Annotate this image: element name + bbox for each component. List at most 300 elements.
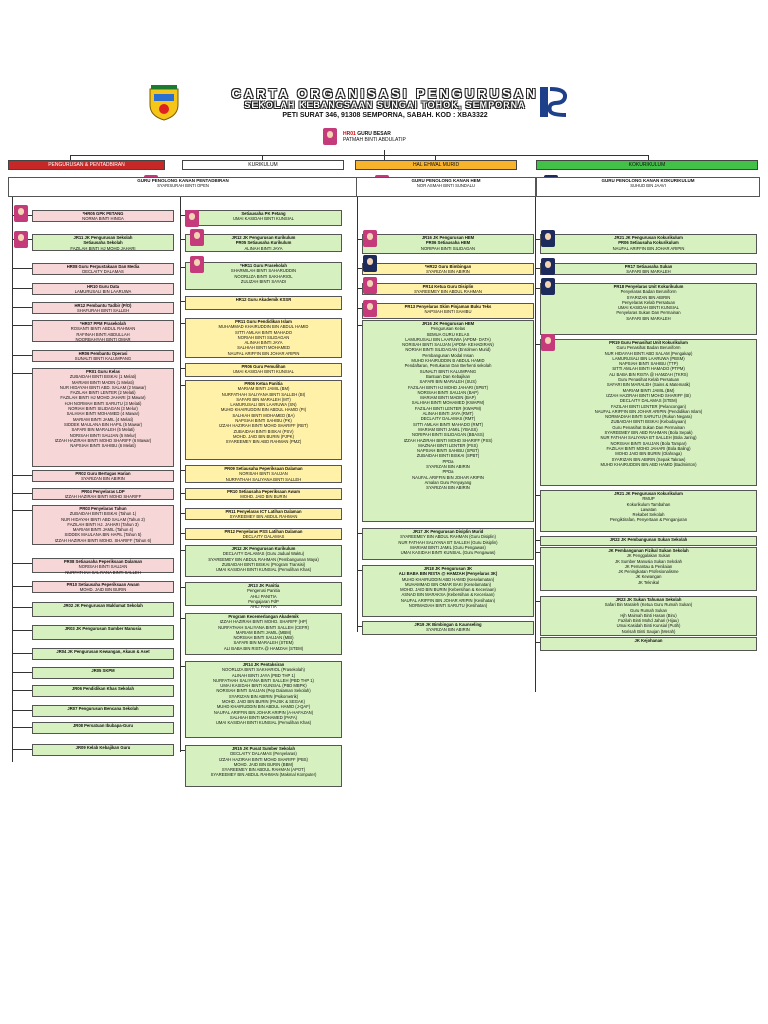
col3-box-line: NUR FATHAH SALIYANA BT SALLEH (Guru Disiplin): [398, 539, 498, 545]
col4-box-line: Kokurikulum Tambahan: [626, 501, 671, 507]
col4-box-line: IZZAH HAZIRAH BINTI MOHD SHARIFF (BI): [606, 392, 691, 398]
col1-box-line: NURFATHAH SALIYANA BINTI SALLEH: [65, 569, 141, 575]
col2-box-line: MOHD. JAID BIN BURIN: [240, 494, 287, 500]
col2-box-line: SYAREEMEY BIN ABD RAHMAN (PMZ): [225, 439, 302, 445]
col2-box-line: IZZAH HAZIRAH BINTI MOHD SHARIFF (PBS): [219, 756, 308, 762]
col3-box-title: JR16 JK Pengurusan HEM: [421, 235, 475, 240]
bar-kokurikulum: KOKURIKULUM: [536, 160, 758, 170]
col4-box-line: SAFARI BIN MARALEH: [626, 269, 671, 275]
col1-box-15: [32, 648, 174, 660]
col4-box-line: DECLAITY DALAMAS (STEM): [619, 398, 678, 404]
col3-box-title: JR16 JK Pengurusan HEM: [421, 321, 475, 326]
col2-box-line: IZZAH HAZIRAH BINTI MOHD. SHARIFF (HP): [219, 619, 308, 625]
col1-box-6: [32, 350, 174, 362]
col3-box-line: PPDa: [442, 458, 454, 464]
col3-box-line: NORMADIAH BINTI SARUTU (Kesihatan): [408, 603, 488, 609]
col4-box-line: NAPSIAH BINTI SAHIBU (TTP): [619, 361, 678, 367]
col2-box-line: SHARMILAH BINTI SAHARUDDIN: [230, 268, 297, 274]
col1-box-title: PR04 Penyelaras LDP: [81, 489, 125, 494]
col3-box-line: NAPSIAH BINTI SAHIBU (SPBT): [417, 448, 479, 454]
col2-box-line: NURFATHAH SALIYANA BINTI SALLEH (PBD THP 1): [213, 677, 314, 683]
col2-box-title: PR10 Setiausaha Peperiksaan Awam: [227, 489, 300, 494]
col2-box-line: AHLI PANITIA: [250, 604, 277, 610]
col2-box-line: NAUFAL ARIFFIN BIN JOHAR ARIPIN (A-HAFAZAN): [213, 709, 314, 715]
col1-box-line: ROSANTI BINTI ABDUL RAHMAN: [70, 326, 136, 332]
col1-box-7: [32, 368, 174, 467]
col3-box-line: NORISAH BINTI SAUJAN (APDM- KEHADIRAN): [402, 342, 494, 348]
col2-box-line: SITTI AMLAH BINTI MAHADO: [234, 329, 292, 335]
col2-box-5: [185, 363, 342, 377]
col4-box-line: ALI BABA BIN RISTA @ HAMZAH (TKRS): [609, 371, 688, 377]
col2-box-line: DECLAITY DALAMAS: [242, 534, 285, 540]
col2-box-6: [185, 380, 342, 460]
col1-box-8: [32, 470, 174, 482]
col1-box-line: IZZAH HAZIRAH BINTI MOHD SHARIFF: [64, 494, 142, 500]
col4-box-8: [540, 637, 757, 651]
col1-box-line: NOORBAHYAH BINTI OMAR: [75, 336, 131, 342]
pk-pentadbiran-title: GURU PENOLONG KANAN PENTADBIRAN: [137, 178, 229, 183]
col2-box-line: DECLAITY DALAMAS (Guru Jadual Waktu): [222, 551, 305, 557]
col2-box-line: NORIAH BINTI SILIDAGAN: [237, 334, 290, 340]
col4-box-line: SITTI AMLAH BINTI HAMADO (PTPM): [612, 366, 685, 372]
pk-pentadbiran-name: SYARISURAH BINTI OPEN: [157, 183, 209, 189]
col3-box-line: NORIAH BINTI SILIDAGAN (Enrolmen Murid): [405, 347, 491, 353]
col1-box-line: RAFINAH BINTI ABDULLAH: [76, 331, 130, 337]
col3-box-line: MUHD KHAIRUDDIN B ABDUL HAMID: [411, 358, 485, 364]
col1-box-16: [32, 667, 174, 679]
col3-box-line: PPDa: [442, 469, 454, 475]
col3-box-line: SALHIAH BINTI MOHAMED (KWAPM): [411, 400, 485, 406]
col2-box-line: SALHIAH BINTI MOHAMED (BA): [232, 412, 295, 418]
col2-box-line: SAFARI BIN MARALEH (MT): [236, 396, 291, 402]
col4-box-line: JK Kewangan: [635, 574, 662, 580]
col2-box-line: NURFATHAH SALIYANA BINTI SALLEH (BI): [221, 391, 306, 397]
col1-box-title: JR02 JK Pengurusan Maklumat Sekolah: [63, 603, 143, 608]
col1-box-title: HR10 Guru Data: [86, 284, 120, 289]
col4-box-line: Pengiktirafan, Penyertaan & Penganjuran: [609, 517, 688, 523]
col3-box-title: PR14 Ketua Guru Disiplin: [422, 284, 474, 289]
col2-box-line: ZUBAIDAH BINTI BISKAI (PSV): [233, 428, 294, 434]
col4-box-line: NUR FATHAH SALIYANA BT SALLEH (Bola Jaring): [600, 435, 697, 441]
school-address: PETI SURAT 346, 91308 SEMPORNA, SABAH. KOD : XBA3322: [282, 112, 488, 119]
col4-box-title: PR18 Penyelaras Unit Kokurikulum: [613, 284, 684, 289]
col2-box-title: PR11 Penyelaras ICT Latihan Dalaman: [225, 509, 302, 514]
col4-box-line: MUHD KHAIRUDDIN BIN ABD HAMID (Badminton): [600, 461, 697, 467]
col3-box-line: NORISAH BINTI SAUJAN (BAP): [417, 389, 479, 395]
col2-box-line: MARIAM BINTI JAMIL (MBM): [235, 629, 292, 635]
col1-box-title: JR08 Persatuan Ibubapa-Guru: [72, 723, 134, 728]
staff-photo: [190, 229, 204, 246]
col2-box-line: NORISAH BINTI SAUJAN (MBI): [233, 635, 294, 641]
pk-hem-box: [356, 177, 536, 197]
col1-box-line: SIDDEK MAULANA BIN HAPIL (Tahun 5): [64, 532, 142, 538]
col3-box-3: [362, 303, 534, 319]
col1-box-line: DECLAITY DALAMAS: [82, 269, 124, 275]
col4-box-7: [540, 596, 757, 636]
col3-box-line: SEMUA GURU KELAS: [426, 331, 470, 337]
col2-box-line: UMAI KASIDAH BINTI KUNSIAL: [233, 369, 294, 375]
pk-hem-title: GURU PENOLONG KANAN HEM: [411, 178, 481, 183]
page-title: CARTA ORGANISASI PENGURUSAN: [231, 86, 539, 101]
col4-box-title: PR19 Guru Penasihat Unit Kokurikulum: [609, 340, 688, 345]
col1-box-line: FAZILAH BINTI HJ MOHD JAHARI (3 Mawar): [60, 395, 146, 401]
col2-box-line: NAPSIAH BINTI SAHIBU (PK): [235, 418, 292, 424]
col2-box-title: *HR11 Guru Prasekolah: [240, 263, 287, 268]
col4-box-line: Lawatan: [640, 506, 657, 512]
staff-photo: [363, 300, 377, 317]
col4-box-line: SYARIZAN BIN ABIRIN (Sepak Takraw): [611, 456, 686, 462]
col1-box-line: MARIAM BINTI JAMIL (4 Melati): [72, 416, 134, 422]
col3-box-title: *HR22 Guru Bimbingan: [424, 264, 472, 269]
guru-besar-code: HR01: [343, 131, 356, 137]
guru-besar-name: PATMAH BINTI ABDULATIP: [343, 137, 406, 143]
col1-box-5: [32, 320, 174, 342]
col2-box-line: SYARIZAN BIN ABIRIN (Psikometrik): [228, 693, 299, 699]
col4-box-line: Guru Penasihat Kelab Persatuan: [617, 377, 680, 383]
col4-box-title: JK Kejohanan: [634, 638, 663, 643]
col2-box-line: SYAREEMEY BIN ABDUL RAHMAN (Pembangunan Maya): [208, 556, 319, 562]
col1-box-line: MARIAM BINTI MADIN (1 Melati): [72, 379, 134, 385]
col2-box-title: PR09 Setiausaha Peperiksaan Dalaman: [224, 466, 303, 471]
col1-box-line: NORISAH BINTI SAUJAN (5 Melur): [69, 432, 137, 438]
col1-box-title: JR11 JK Pengurusan Sekolah: [73, 235, 133, 240]
col1-box-title: PR10 Setiausaha Peperiksaan Awam: [66, 582, 140, 587]
col1-box-11: [32, 558, 174, 573]
col1-box-subtitle: Setiausaha Sekolah: [83, 240, 123, 246]
col3-box-line: FAZILAH BINTI HJ MOHD JAHARI (SPBT): [407, 384, 489, 390]
col4-box-line: LAMURUSALI BIN LAARUWA (PBSM): [612, 355, 685, 361]
col1-box-line: NUR HIDAYAH BINTI ABD. SALAM (2 Mawar): [59, 384, 147, 390]
col1-box-title: *HR05 GPK PETANG: [82, 211, 124, 216]
col4-box-title: JR23 JK Sukan Tahunan Sekolah: [615, 597, 682, 602]
col4-box-line: Guru Penasihat Badan Beruniform: [616, 345, 681, 351]
pk-koku-box: [536, 177, 760, 197]
col1-box-line: MOHD. JAID BIN BURIN: [79, 587, 127, 593]
col1-box-line: FAZILAH BINTI HJ MOHD JAHARI: [70, 245, 136, 251]
col2-box-title: JR14 JK Pentaksiran: [242, 662, 285, 667]
col3-box-line: SAFARI BIN MARALEH (SUS): [419, 379, 477, 385]
col4-box-title: JR21 JK Pengurusan Kokurikulum: [614, 491, 683, 496]
col1-box-2: [32, 263, 174, 275]
col4-box-1: [540, 263, 757, 275]
col4-box-line: Norisah Binti Saujan (Merah): [621, 628, 676, 634]
col2-box-13: [185, 613, 342, 655]
col4-box-line: Guru Rumah Sukan: [629, 607, 667, 613]
col2-box-line: SYAREEMEY BIN ABDUL RAHMAN (APOT): [221, 767, 306, 773]
col3-box-title: JR18 JK Pengurusan 3K: [423, 566, 473, 571]
col2-box-title: Setiausaha PK Petang: [241, 211, 286, 216]
col2-box-line: NORISAH BINTI SAUJAN (Pep Dalaman Sekolah): [216, 688, 311, 694]
col1-box-line: FAZILAH BINTI LENTER (2 Melati): [70, 390, 136, 396]
col3-box-line: SITTI AMLAH BINTI MAHADO (RMT): [412, 421, 484, 427]
col2-box-line: NORISAH BINTI SAUJAN: [239, 471, 288, 477]
col1-box-line: FAZILAH BINTI HJ. JAHARI (Tahun 3): [67, 521, 139, 527]
col2-box-line: ZUBAIDAH BINTI BISKAI (Program Transisi): [221, 561, 306, 567]
col2-box-line: UMAI KASIDAH BINTI KUNSIAL (PBD MBPK): [220, 683, 307, 689]
col2-box-title: PR12 Penyelaras PSS Latihan Dalaman: [224, 529, 303, 534]
col4-box-line: NUR HIDAYAH BINTI ABD SALAM (Pengakap): [604, 350, 693, 356]
col2-box-line: MARIAM BINTI JAMIL (BM): [237, 386, 290, 392]
col3-box-line: NAUFAL ARIFFIN BIN JOHAR ARIPIN: [412, 474, 484, 480]
col2-box-10: [185, 528, 342, 540]
col3-box-line: ASNAD BIN MARAKSA (Kebersihan & Keceriaan): [401, 592, 495, 598]
col2-box-12: [185, 582, 342, 610]
col4-box-line: JK Teknikal: [637, 579, 660, 585]
staff-photo: [14, 231, 28, 248]
col1-box-4: [32, 302, 174, 314]
col4-box-line: Guru Penasihat Sukan Dan Permainan: [612, 424, 685, 430]
col1-box-title: JR09 Kelab Kebajikan Guru: [75, 745, 131, 750]
pk-koku-title: GURU PENOLONG KANAN KOKURIKULUM: [601, 178, 695, 183]
col4-box-line: JK Peningkatan Profesionalisme: [618, 569, 679, 575]
col2-box-line: SALHIAH BINTI MOHAMED (PAFA): [229, 714, 298, 720]
col1-box-line: SHAFURAH BINTI SALLEH: [76, 308, 130, 314]
col3-box-5: [362, 528, 534, 560]
col4-box-line: NORMADIAH BINTI SARUTU (Rukun Negara): [605, 414, 692, 420]
col3-box-title: JR19 JK Bimbingan & Kaunseling: [414, 622, 482, 627]
col3-box-line: SYAREEMEY BIN ABDUL RAHMAN (Guru Disiplin): [400, 534, 496, 540]
col1-box-line: SYARIZAN BIN ABIRIN: [81, 476, 125, 482]
col1-box-title: HR08 Guru Perpustakaan Dan Media: [66, 264, 140, 269]
ministry-logo: [538, 85, 568, 119]
col3-box-line: MUHD KHAIRUDDIN ABD HAMID (Keselamatan): [401, 576, 495, 582]
staff-photo: [541, 230, 555, 247]
col4-box-title: JR21 JK Pengurusan Kokurikulum: [614, 235, 683, 240]
col3-box-7: [362, 621, 534, 635]
guru-besar-box: [343, 131, 406, 143]
col3-box-line: UMAI KASIDAH BINTI KUNSIAL (Guru Pengawas): [400, 550, 496, 556]
col2-box-subtitle: PR05 Setiausaha Kurikulum: [235, 240, 292, 246]
col1-box-14: [32, 625, 174, 640]
col1-box-17: [32, 685, 174, 697]
col2-box-1: [185, 234, 342, 252]
col2-box-line: MOHD. JAID BIN BURIN (PJPK): [233, 433, 294, 439]
pk-hem-name: NOR ASMAH BINTI SUNDALU: [416, 183, 476, 189]
col1-box-title: JR03 JK Pengurusan Sumber Manusia: [64, 626, 142, 631]
staff-photo: [190, 256, 204, 273]
col3-box-line: DECLAITY DALAMAS (RMT): [420, 416, 476, 422]
staff-photo: [541, 258, 555, 275]
col4-box-line: SYAREEMEY BIN ABD RAHMAN (Bola Sepak): [604, 430, 693, 436]
col1-box-line: ZUBAIDAH BINTI BISKAI (1 Melati): [69, 374, 137, 380]
col3-box-line: Amalan Guru Penyayang: [424, 479, 472, 485]
col1-box-line: HJH NORMAH BINTI SARUTU (3 Melati): [64, 400, 142, 406]
col3-box-line: SYARIZAN BIN ABIRIN: [426, 464, 470, 470]
col4-box-line: Hjh Maimah Binti Hasan (Biru): [620, 612, 677, 618]
col2-box-line: UMAI KASIDAH BINTI KUNSIAL: [233, 216, 294, 222]
guru-besar-photo: [323, 128, 337, 145]
col2-box-title: JR12 JK Pengurusan Kurikulum: [231, 546, 296, 551]
col1-box-title: JR07 Pengurusan Bencana Sekolah: [67, 706, 139, 711]
col3-box-line: NAUFAL ARIFFIN BIN JOHAR ARIPIN (Kesihatan): [400, 597, 496, 603]
col1-box-line: IZZAH HAZIRAH BINTI MOHD. SHARIFF (Tahun 6): [54, 537, 152, 543]
col2-box-title: JR12 JK Pengurusan Kurikulum: [231, 235, 296, 240]
col2-box-line: SAFARI BIN MARALEH (STEM): [233, 640, 294, 646]
col1-box-title: PR02 Guru Bertugas Harian: [75, 471, 131, 476]
col4-box-line: FAZILAH BINTI MOHD JAHARI (Bola Baling): [606, 445, 691, 451]
staff-photo: [185, 210, 199, 227]
col2-box-line: Pengerusi Panitia: [247, 588, 280, 594]
col4-box-title: PR17 Setiausaha Sukan: [624, 264, 673, 269]
staff-photo: [363, 255, 377, 272]
col1-box-line: SIDDEK MAULANA BIN HAPIL (5 Mawar): [63, 421, 143, 427]
col2-box-line: AHLI PANITIA: [250, 593, 277, 599]
col1-box-line: SALHIAH BINTI MOHAMED (4 Mawar): [66, 411, 140, 417]
col4-box-line: NAUFAL ARIFFIN BIN JOHAR ARIPIN (Pendidikan Islam): [594, 408, 703, 414]
col1-box-19: [32, 722, 174, 734]
col4-box-line: Umai Kasidah Binti Kunsial (Putih): [616, 623, 681, 629]
col1-box-line: SAFARI BIN MARALEH (5 Melati): [71, 427, 135, 433]
col1-box-line: LAMURUSALI BIN LAARUWA: [74, 289, 132, 295]
col4-box-line: NORISAH BINTI SAUJAN (Bola Tampar): [610, 440, 687, 446]
col4-box-5: [540, 536, 757, 546]
col2-box-line: NURFATHAH SALIYANA BINTI SALLEH: [225, 476, 302, 482]
col4-box-line: NAUFAL ARIFFIN BIN JOHAR ARIPIN: [612, 245, 685, 251]
col3-box-line: Pengurusan Kelas: [430, 326, 466, 332]
col2-box-title: PR06 Ketua Panitia: [244, 381, 283, 386]
school-name: SEKOLAH KEBANGSAAN SUNGAI TOHOK, SEMPORNA: [244, 100, 526, 110]
col4-box-line: RMUP: [642, 496, 655, 502]
col1-box-line: IZZAH HAZIRAH BINTI MOHD SHARIFF (6 Mawar): [54, 437, 152, 443]
col3-box-4: [362, 320, 534, 522]
col4-box-line: SAFARI BIN MARALEH (Sains & Matematik): [606, 382, 691, 388]
col4-box-line: SAFARI BIN MARALEH: [626, 315, 671, 321]
col3-box-line: SYAREEMEY BIN ABDUL RAHMAN: [414, 289, 482, 295]
col2-box-15: [185, 745, 342, 787]
col2-box-14: [185, 661, 342, 738]
col1-box-line: NORISAH BINTI SAUJAN: [78, 564, 128, 570]
col2-box-line: MUHD KHAIRUDDIN BIN ABDUL HAMID (PI): [220, 407, 307, 413]
col2-box-line: ALINAH BINTI JAYA (PBD THP 1): [231, 672, 296, 678]
col2-box-line: NURFATHAH SALIYANA BINTI SALLEH (CEFR): [218, 624, 309, 630]
col3-box-line: Pendaftaran, Pertukaran Dan Berhenti sekolah: [404, 363, 492, 369]
col2-box-2: [185, 262, 342, 290]
col3-box-line: Bantuan Dan Kebajikan: [425, 373, 470, 379]
col2-box-line: Pengajaran PdP: [248, 598, 279, 604]
col1-box-line: NORMA BINTI HINGA: [82, 216, 124, 222]
col2-box-title: JR13 JK Panitia: [247, 583, 280, 588]
col4-box-subtitle: PR06 Setiausaha Kokurikulum: [618, 240, 679, 246]
col1-box-13: [32, 602, 174, 617]
col2-box-title: JR15 JK Pusat Sumber Sekolah: [231, 746, 296, 751]
col1-box-line: MARIAM BINTI JAMIL (Tahun 4): [72, 527, 134, 533]
col3-box-line: SYARIZAN BIN ABIRIN: [426, 627, 470, 633]
bar-hem: HAL EHWAL MURID: [355, 160, 517, 170]
bar-pengurusan: PENGURUSAN & PENTADBIRAN: [8, 160, 165, 170]
col3-box-1: [362, 263, 534, 275]
col2-box-title: PR11 Guru Pendidikan Islam: [235, 319, 292, 324]
col3-box-line: ZUBAIDAH BINTI BISKAI (SPBT): [416, 453, 480, 459]
col2-box-line: NOORLIZA BINTI SAKHARIOL: [234, 273, 293, 279]
col1-box-title: PR01 Guru Kelas: [86, 369, 120, 374]
col2-box-line: NAUFAL ARIFFIN BIN JOHAR ARIPIN: [227, 350, 300, 356]
col1-box-0: [32, 210, 174, 222]
col3-box-subtitle: PR06 Setiausaha HEM: [425, 240, 471, 246]
col3-box-line: NORIPAH BINTI SILIDAGAN (BBASS): [411, 432, 485, 438]
col4-box-line: MARIAM BINTI JAMIL (BM): [622, 387, 675, 393]
col2-box-line: ZULIZAH BINTI SAYADI: [240, 278, 287, 284]
col3-box-line: SYARIZAN BIN ABIRIN: [426, 485, 470, 491]
col1-box-line: NUR HIDAYAH BINTI ABD SALAM (Tahun 2): [61, 516, 145, 522]
col1-box-1: [32, 234, 174, 251]
col2-box-11: [185, 545, 342, 577]
col4-box-line: MOHD JAID BIN BURIN (Olahraga): [615, 451, 682, 457]
col4-box-line: FAZILAH BINTI LENTER (Pelancongan): [611, 403, 686, 409]
col2-box-title: PR06 Guru Pemulihan: [241, 364, 286, 369]
col4-box-line: JK Sumber Manusia Sukan Sekolah: [614, 558, 683, 564]
col4-box-line: Penyelaras Sukan Dan Permainan: [616, 310, 681, 316]
col3-box-line: Pembangunan Modal Insan: [422, 352, 474, 358]
col4-box-line: JK Penggalakan Sukan: [626, 553, 671, 559]
col1-box-title: PR03 Penyelaras Tahun: [79, 506, 127, 511]
col2-box-line: MUHAMMAD KHAIRUDDIN BIN ABDUL HAMID: [218, 324, 309, 330]
col1-box-title: JR06 Pendidikan Khas Sekolah: [71, 686, 135, 691]
staff-photo: [363, 277, 377, 294]
pk-koku-name: SUHUD BIN JAAVI: [630, 183, 666, 189]
staff-photo: [541, 334, 555, 351]
col2-box-line: SYAREEMEY BIN ABDUL RAHMAN (Makmal Komputer): [210, 772, 317, 778]
col1-box-9: [32, 488, 174, 500]
col4-box-title: JR22 JK Pembangunan Sukan Sekolah: [609, 537, 688, 542]
col3-box-0: [362, 234, 534, 254]
col4-box-line: UMAI KASIDAH BINTI KUNSIAL: [618, 305, 679, 311]
col3-box-line: NORIPAH BINTI SILIDAGAN: [420, 245, 476, 251]
col3-box-line: MUHAMMAD BIN OMAR BAKI (Keselamatan): [404, 581, 492, 587]
col3-box-line: NAPSIAH BINTI SAHIBU: [424, 309, 472, 315]
col3-box-title: JR17 JK Pengurusan Disiplin Murid: [412, 529, 484, 534]
col3-box-line: ALINAH BINTI JAYA (RMT): [422, 411, 474, 417]
col1-box-12: [32, 581, 174, 593]
col3-box-line: MARIAM BINTI MADIN (BAP): [420, 395, 476, 401]
col3-box-line: IZZAH HAZIRAH BINTI MOHD SHARIFF (PSS): [403, 437, 493, 443]
col2-box-7: [185, 465, 342, 483]
col4-box-0: [540, 234, 757, 254]
col1-box-10: [32, 505, 174, 545]
col4-box-3: [540, 339, 757, 486]
col3-box-line: MAZNAH BINTI LENTER (PSS): [418, 442, 478, 448]
col4-box-line: Penyelaras Badan Beruniform: [620, 289, 677, 295]
col4-box-line: JK Pemantau & Penilaian: [624, 563, 673, 569]
col2-box-line: MUHD KHAIRUDDIN BIN ABDUL HAMID (J-QAF): [216, 704, 311, 710]
col4-box-line: Rekabet Sekolah: [632, 512, 665, 518]
col2-box-4: [185, 318, 342, 358]
col4-box-line: ZUBAIDAH BINTI BISKAI (Kebudayaan): [610, 419, 687, 425]
col4-box-line: Safari Bin Maraleh (Ketua Guru Rumah Sukan): [604, 602, 693, 608]
col4-box-2: [540, 283, 757, 335]
col1-box-title: *HR07 PPM Prasekolah: [79, 321, 127, 326]
col2-box-line: UMAI KASIDAH BINTI KUNSIAL (Pemulihan Khas): [215, 720, 312, 726]
col1-box-title: PR08 Setiausaha Peperiksaan Dalaman: [63, 559, 143, 564]
col1-box-title: HR12 Pembantu Tadbir (P/O): [74, 303, 132, 308]
col1-box-3: [32, 283, 174, 295]
col2-box-line: MOHD. JAID BIN BURIN (PAJSK & SEGAK): [222, 699, 305, 705]
col1-box-line: NORIAH BINTI SILIDAGAN (3 Melur): [68, 406, 138, 412]
col2-box-line: NOORLIZA BINTI SAKHARIOL (Prasekolah): [222, 667, 305, 673]
col3-box-2: [362, 283, 534, 295]
col4-box-4: [540, 490, 757, 532]
col2-box-0: [185, 210, 342, 226]
col2-box-title: HR12 Guru Akademik KSSR: [235, 297, 292, 302]
col2-box-8: [185, 488, 342, 500]
col1-box-line: SUNALTI BINTI KALUMPANG: [74, 356, 132, 362]
col2-box-line: ALI BABA BIN RISTA @ HAMZAH (STEM): [223, 645, 304, 651]
col4-box-line: Fazilah Binti Mohd Jahari (Hijau): [618, 618, 679, 624]
pk-pentadbiran-box: [8, 177, 358, 197]
col2-box-3: [185, 296, 342, 310]
col2-box-line: UMAI KASIDAH BINTI KUNSIAL (Pemulihan Khas): [215, 567, 312, 573]
col2-box-title: Program Kecemerlangan Akademik: [228, 614, 299, 619]
col2-box-9: [185, 508, 342, 520]
